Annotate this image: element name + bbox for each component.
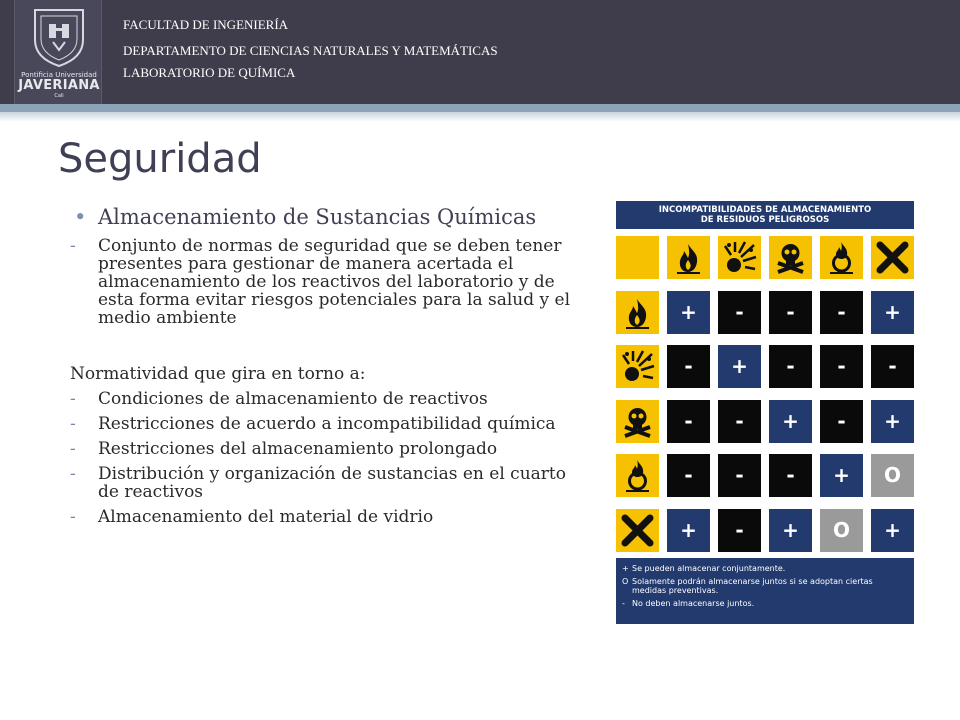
matrix-value: + — [680, 518, 697, 542]
dash-marker: - — [70, 464, 76, 484]
dash-marker: - — [70, 439, 76, 459]
chart-title-line2: DE RESIDUOS PELIGROSOS — [700, 215, 830, 225]
matrix-cell — [667, 454, 710, 497]
matrix-value: - — [786, 463, 795, 487]
matrix-value: + — [782, 409, 799, 433]
header-shadow — [0, 112, 960, 122]
matrix-cell — [820, 345, 863, 388]
flammable-icon — [670, 239, 707, 276]
hazard-column-header — [667, 236, 710, 279]
explosive-icon — [619, 348, 656, 385]
incompatibility-chart — [615, 199, 916, 625]
hazard-column-header — [769, 236, 812, 279]
department-label: DEPARTAMENTO DE CIENCIAS NATURALES Y MATEMÁTICAS — [123, 43, 498, 58]
matrix-cell — [718, 400, 761, 443]
regulation-list — [70, 390, 580, 526]
matrix-value: O — [832, 518, 850, 542]
matrix-value: - — [786, 300, 795, 324]
matrix-cell — [769, 291, 812, 334]
bullet-dot: • — [74, 205, 87, 229]
hazard-row-header — [616, 454, 659, 497]
header-divider — [0, 104, 960, 112]
dash-marker: - — [70, 507, 76, 527]
harmful-icon — [619, 512, 656, 549]
matrix-value: + — [680, 300, 697, 324]
matrix-cell — [871, 345, 914, 388]
matrix-value: + — [884, 409, 901, 433]
matrix-value: - — [735, 300, 744, 324]
matrix-cell — [871, 509, 914, 552]
legend-text: Se pueden almacenar conjuntamente. — [632, 564, 786, 573]
legend-item — [622, 599, 908, 608]
matrix-value: + — [884, 300, 901, 324]
legend-text: No deben almacenarse juntos. — [632, 599, 755, 608]
legend-text: Solamente podrán almacenarse juntos si se adoptan ciertas medidas preventivas. — [632, 577, 873, 595]
main-bullet-text: Almacenamiento de Sustancias Químicas — [98, 205, 537, 229]
matrix-cell — [718, 345, 761, 388]
hazard-row-header — [616, 509, 659, 552]
chart-title — [616, 201, 914, 229]
matrix-cell — [718, 509, 761, 552]
legend-symbol: O — [622, 577, 629, 586]
corner-cell — [616, 236, 659, 279]
toxic-icon — [619, 403, 656, 440]
main-bullet — [70, 206, 580, 229]
legend-item — [622, 564, 908, 573]
hazard-column-header — [718, 236, 761, 279]
chart-legend — [616, 558, 914, 624]
hazard-row-header — [616, 291, 659, 334]
matrix-cell — [769, 454, 812, 497]
slide-content — [70, 206, 580, 526]
matrix-value: + — [833, 463, 850, 487]
matrix-cell — [820, 291, 863, 334]
legend-item — [622, 577, 908, 595]
matrix-cell — [820, 454, 863, 497]
logo-text-cali: Cali — [54, 93, 64, 99]
list-item — [70, 465, 580, 501]
description-text: Conjunto de normas de seguridad que se deben tener presentes para gestionar de manera acertada el almacenamiento de los reactivos del laboratorio y de esta forma evitar riesgos potenciales para la salud y el medio ambiente — [98, 236, 571, 328]
matrix-value: O — [883, 463, 901, 487]
page-title: Seguridad — [58, 136, 262, 182]
harmful-icon — [874, 239, 911, 276]
matrix-cell — [769, 345, 812, 388]
matrix-value: + — [782, 518, 799, 542]
chart-title-line1: INCOMPATIBILIDADES DE ALMACENAMIENTO — [658, 205, 872, 215]
matrix-cell — [667, 509, 710, 552]
flammable-icon — [619, 294, 656, 331]
description-item — [70, 237, 580, 327]
legend-symbol: + — [622, 564, 629, 573]
section-label: Normatividad que gira en torno a: — [70, 364, 366, 384]
matrix-value: - — [786, 354, 795, 378]
hazard-row-header — [616, 345, 659, 388]
matrix-value: - — [735, 409, 744, 433]
matrix-value: + — [731, 354, 748, 378]
oxidizer-icon — [619, 457, 656, 494]
list-item-text: Distribución y organización de sustancias en el cuarto de reactivos — [98, 464, 566, 502]
list-item — [70, 390, 580, 408]
dash-marker: - — [70, 389, 76, 409]
university-logo — [14, 0, 102, 104]
list-item-text: Almacenamiento del material de vidrio — [98, 507, 434, 527]
hazard-column-header — [820, 236, 863, 279]
matrix-value: + — [884, 518, 901, 542]
list-item — [70, 440, 580, 458]
hazard-row-header — [616, 400, 659, 443]
matrix-value: - — [888, 354, 897, 378]
matrix-cell — [667, 400, 710, 443]
faculty-label: FACULTAD DE INGENIERÍA — [123, 17, 289, 32]
matrix-value: - — [684, 463, 693, 487]
matrix-cell — [820, 509, 863, 552]
dash-marker: - — [70, 414, 76, 434]
matrix-cell — [769, 400, 812, 443]
matrix-cell — [871, 400, 914, 443]
matrix-cell — [871, 454, 914, 497]
matrix-value: - — [837, 300, 846, 324]
logo-text-pontificia: Pontificia Universidad — [21, 71, 97, 79]
list-item — [70, 508, 580, 526]
matrix-cell — [718, 291, 761, 334]
matrix-value: - — [735, 518, 744, 542]
matrix-value: - — [837, 354, 846, 378]
matrix-cell — [718, 454, 761, 497]
matrix-cell — [820, 400, 863, 443]
matrix-cell — [871, 291, 914, 334]
toxic-icon — [772, 239, 809, 276]
legend-symbol: - — [622, 599, 625, 608]
matrix-value: - — [684, 409, 693, 433]
matrix-cell — [667, 345, 710, 388]
hazard-column-header — [871, 236, 914, 279]
matrix-cell — [769, 509, 812, 552]
oxidizer-icon — [823, 239, 860, 276]
matrix-value: - — [735, 463, 744, 487]
laboratory-label: LABORATORIO DE QUÍMICA — [123, 65, 296, 80]
list-item-text: Restricciones de acuerdo a incompatibilidad química — [98, 414, 556, 434]
list-item — [70, 415, 580, 433]
list-item-text: Restricciones del almacenamiento prolongado — [98, 439, 498, 459]
dash-marker: - — [70, 236, 76, 256]
matrix-value: - — [684, 354, 693, 378]
list-item-text: Condiciones de almacenamiento de reactivos — [98, 389, 488, 409]
matrix-cell — [667, 291, 710, 334]
explosive-icon — [721, 239, 758, 276]
matrix-value: - — [837, 409, 846, 433]
shield-icon — [29, 6, 89, 68]
logo-text-javeriana: JAVERIANA — [18, 78, 100, 93]
